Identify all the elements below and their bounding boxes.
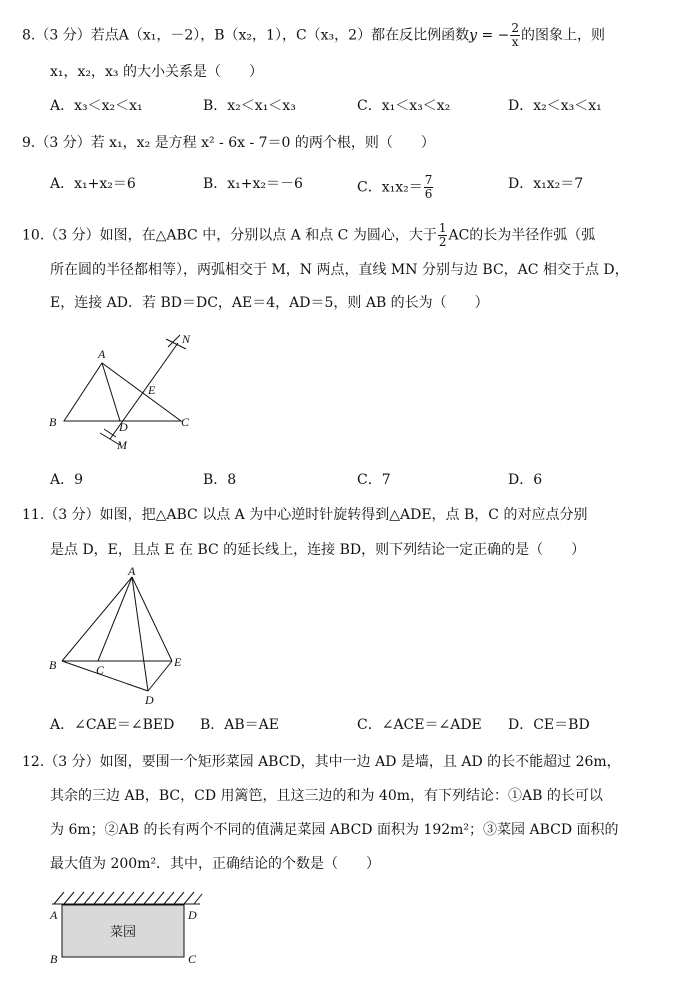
q9-option-b[interactable]: B．x₁+x₂＝－6 (203, 176, 303, 192)
q8-sep1: ， (200, 27, 215, 44)
q9-option-c-fraction (424, 174, 434, 201)
q9-option-c[interactable] (357, 174, 434, 201)
q9-c-num: 7 (424, 173, 433, 187)
q8-option-b[interactable]: B．x₂＜x₁＜x₃ (203, 98, 296, 114)
q11-label-d: D (145, 693, 154, 707)
q10-option-a[interactable]: A．9 (50, 472, 84, 488)
q11-segment-ac (98, 577, 132, 661)
q8-stem-line1 (22, 22, 605, 49)
q9-c-den: 6 (424, 187, 433, 201)
q8-frac-den: x (511, 35, 519, 49)
q11-segment-bd (62, 661, 148, 691)
q8-option-d[interactable]: D．x₂＜x₃＜x₁ (508, 98, 602, 114)
q8-stem-line2: x₁，x₂，x₃ 的大小关系是（ ） (50, 64, 263, 80)
q12-garden-label: 菜园 (109, 925, 137, 940)
q10-label-n: N (182, 332, 191, 346)
q12-stem-line1: 12.（3 分）如图，要围一个矩形菜园 ABCD，其中一边 AD 是墙，且 AD 的长不能超过 26m， (22, 754, 621, 770)
q8-point-b: B（x₂，1） (214, 27, 282, 44)
q8-fraction (510, 22, 520, 49)
q8-frac-num: 2 (511, 21, 520, 35)
q11-option-b[interactable]: B．AB＝AE (200, 717, 280, 733)
q10-stem-line1 (22, 222, 595, 249)
q8-tail: 都在反比例函数 (371, 27, 470, 44)
q8-option-c[interactable]: C．x₁＜x₃＜x₂ (357, 98, 451, 114)
q10-figure (40, 325, 210, 455)
q12-figure (40, 888, 220, 978)
q11-stem-line2: 是点 D，E，且点 E 在 BC 的延长线上，连接 BD，则下列结论一定正确的是（ ） (50, 542, 586, 558)
q8-point-c: C（x₃，2） (295, 27, 372, 44)
q11-stem-line1: 11.（3 分）如图，把△ABC 以点 A 为中心逆时针旋转得到△ADE，点 B，C 的对应点分别 (22, 507, 588, 523)
q10-label-c: C (181, 415, 190, 429)
q10-option-b[interactable]: B．8 (203, 472, 237, 488)
q10-half-num: 1 (438, 221, 447, 235)
q10-label-m: M (117, 438, 127, 452)
q11-segment-ed (148, 661, 172, 691)
q12-stem-line2: 其余的三边 AB，BC，CD 用篱笆，且这三边的和为 40m，有下列结论：①AB 的长可以 (50, 788, 603, 804)
q11-label-e: E (174, 655, 182, 669)
q8-end: 的图象上，则 (521, 27, 606, 44)
q9-option-d[interactable]: D．x₁x₂＝7 (508, 176, 584, 192)
q8-option-a[interactable]: A．x₃＜x₂＜x₁ (50, 98, 143, 114)
q12-wall-hatching (52, 892, 202, 904)
q10-option-d[interactable]: D．6 (508, 472, 543, 488)
q10-half-fraction (438, 222, 448, 249)
q11-option-a[interactable]: A．∠CAE＝∠BED (50, 717, 175, 733)
q12-label-b: B (50, 952, 58, 966)
q8-sep2: ， (281, 27, 296, 44)
q11-label-c: C (96, 663, 105, 677)
q11-segment-ab (62, 577, 132, 661)
q10-segment-ad (102, 363, 120, 421)
q10-label-e: E (148, 383, 156, 397)
q12-label-c: C (188, 952, 197, 966)
q10-half-den: 2 (438, 235, 447, 249)
q11-label-a: A (128, 564, 136, 578)
q12-label-d: D (188, 908, 197, 922)
q10-option-c[interactable]: C．7 (357, 472, 391, 488)
q8-head: 8.（3 分）若点 (22, 27, 119, 44)
q10-line1b: AC的长为半径作弧（弧 (448, 227, 596, 244)
q11-label-b: B (49, 658, 57, 672)
q10-stem-line3: E，连接 AD．若 BD＝DC，AE＝4，AD＝5，则 AB 的长为（ ） (50, 295, 489, 311)
q10-triangle-abc (64, 363, 181, 421)
q12-label-a: A (50, 908, 58, 922)
q9-option-a[interactable]: A．x₁+x₂＝6 (50, 176, 136, 192)
q11-figure (40, 563, 200, 708)
q10-line1a: 10.（3 分）如图，在△ABC 中，分别以点 A 和点 C 为圆心，大于 (22, 227, 437, 244)
q12-stem-line3: 为 6m；②AB 的长有两个不同的值满足菜园 ABCD 面积为 192m²；③菜园 ABCD 面积的 (50, 822, 619, 838)
q9-stem: 9.（3 分）若 x₁，x₂ 是方程 x² - 6x - 7＝0 的两个根，则（ ） (22, 135, 435, 151)
q10-label-a: A (98, 347, 106, 361)
q11-option-c[interactable]: C．∠ACE＝∠ADE (357, 717, 482, 733)
q10-label-d: D (119, 420, 128, 434)
q8-point-a: A（x₁，－2） (118, 27, 201, 44)
q10-stem-line2: 所在圆的半径都相等），两弧相交于 M，N 两点，直线 MN 分别与边 BC，AC 相交于点 D， (50, 262, 629, 278)
q12-stem-line4: 最大值为 200m²．其中，正确结论的个数是（ ） (50, 856, 381, 872)
q8-function: y = − (469, 27, 510, 44)
q11-option-d[interactable]: D．CE＝BD (508, 717, 590, 733)
q10-label-b: B (49, 415, 57, 429)
q9-option-c-text: C．x₁x₂＝ (357, 179, 423, 196)
